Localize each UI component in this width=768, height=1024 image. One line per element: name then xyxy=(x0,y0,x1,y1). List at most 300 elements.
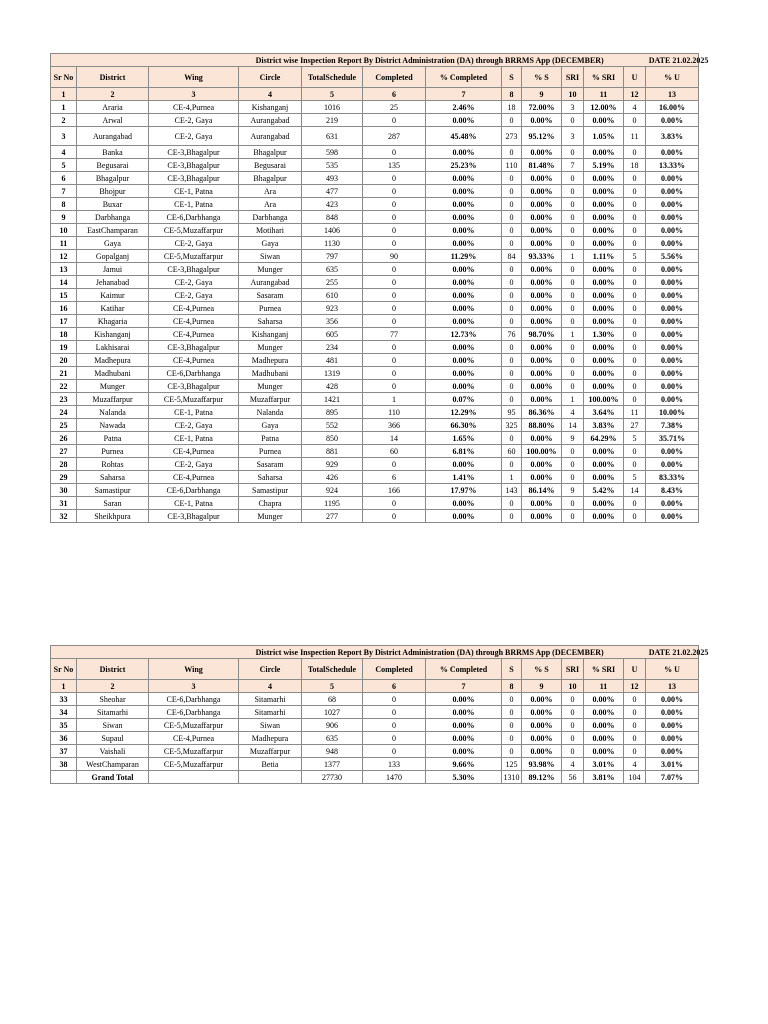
table-cell: 948 xyxy=(302,745,363,758)
grand-total-cell xyxy=(51,771,77,784)
table-cell: Patna xyxy=(77,432,149,445)
table-cell: Banka xyxy=(77,146,149,159)
table-cell: 21 xyxy=(51,367,77,380)
table-cell: 0.00% xyxy=(522,458,562,471)
table-cell: 0.07% xyxy=(426,393,502,406)
table-cell: Kishanganj xyxy=(239,328,302,341)
table-cell: 0 xyxy=(624,341,646,354)
column-header: Circle xyxy=(239,659,302,680)
table-cell: CE-3,Bhagalpur xyxy=(149,146,239,159)
table-cell: 0 xyxy=(624,497,646,510)
table-cell: Sasaram xyxy=(239,289,302,302)
report-title: District wise Inspection Report By District Administration (DA) through BRRMS App (DECEMBER) xyxy=(255,55,604,65)
table-cell: 0.00% xyxy=(426,289,502,302)
table-cell: 0.00% xyxy=(646,302,699,315)
table-cell: Madhepura xyxy=(239,354,302,367)
table-cell: 0 xyxy=(502,114,522,127)
column-number: 11 xyxy=(584,680,624,693)
table-cell: CE-3,Bhagalpur xyxy=(149,172,239,185)
table-cell: Patna xyxy=(239,432,302,445)
table-cell: 100.00% xyxy=(522,445,562,458)
table-cell: CE-2, Gaya xyxy=(149,127,239,146)
table-cell: 273 xyxy=(502,127,522,146)
table-cell: CE-5,Muzaffarpur xyxy=(149,758,239,771)
table-cell: Saharsa xyxy=(239,315,302,328)
table-cell: CE-1, Patna xyxy=(149,497,239,510)
table-cell: 13 xyxy=(51,263,77,276)
table-cell: 0 xyxy=(562,114,584,127)
table-cell: 100.00% xyxy=(584,393,624,406)
table-cell: Nawada xyxy=(77,419,149,432)
report-date: DATE 21.02.2025 xyxy=(648,647,709,657)
table-cell: 36 xyxy=(51,732,77,745)
table-cell: CE-2, Gaya xyxy=(149,237,239,250)
table-cell: 277 xyxy=(302,510,363,523)
table-cell: Madhepura xyxy=(77,354,149,367)
table-cell: 0 xyxy=(502,380,522,393)
table-cell: 0.00% xyxy=(426,497,502,510)
table-row xyxy=(51,250,699,263)
table-row xyxy=(51,471,699,484)
table-row xyxy=(51,198,699,211)
table-cell: 1 xyxy=(562,328,584,341)
table-cell: 14 xyxy=(363,432,426,445)
table-cell: 0 xyxy=(562,263,584,276)
table-cell: 1016 xyxy=(302,101,363,114)
table-cell: 125 xyxy=(502,758,522,771)
table-cell: 0 xyxy=(624,263,646,276)
table-cell: 0.00% xyxy=(522,302,562,315)
table-cell: Begusarai xyxy=(239,159,302,172)
column-number: 12 xyxy=(624,88,646,101)
table-cell: 0.00% xyxy=(584,367,624,380)
table-cell: 0.00% xyxy=(522,745,562,758)
table-cell: 255 xyxy=(302,276,363,289)
table-cell: 12.00% xyxy=(584,101,624,114)
table-cell: CE-4,Purnea xyxy=(149,471,239,484)
table-cell: 428 xyxy=(302,380,363,393)
table-row xyxy=(51,289,699,302)
table-cell: 2.46% xyxy=(426,101,502,114)
table-cell: 0.00% xyxy=(426,302,502,315)
table-cell: 0.00% xyxy=(426,114,502,127)
table-cell: CE-1, Patna xyxy=(149,198,239,211)
table-cell: 0.00% xyxy=(584,224,624,237)
table-cell: 0.00% xyxy=(522,497,562,510)
table-cell: 0 xyxy=(502,354,522,367)
table-cell: CE-4,Purnea xyxy=(149,101,239,114)
table-cell: 6 xyxy=(51,172,77,185)
table-cell: 0 xyxy=(624,211,646,224)
table-cell: 325 xyxy=(502,419,522,432)
table-cell: CE-6,Darbhanga xyxy=(149,367,239,380)
table-cell: Aurangabad xyxy=(239,276,302,289)
table-cell: 0 xyxy=(562,185,584,198)
table-cell: Begusarai xyxy=(77,159,149,172)
table-cell: 0.00% xyxy=(646,198,699,211)
table-row xyxy=(51,510,699,523)
table-row xyxy=(51,263,699,276)
table-cell: 0.00% xyxy=(522,185,562,198)
table-cell: 0.00% xyxy=(646,289,699,302)
table-cell: 22 xyxy=(51,380,77,393)
table-cell: Aurangabad xyxy=(239,127,302,146)
table-cell: 1.65% xyxy=(426,432,502,445)
table-cell: 0.00% xyxy=(646,393,699,406)
table-cell: 0 xyxy=(363,745,426,758)
column-header: TotalSchedule xyxy=(302,659,363,680)
table-cell: CE-4,Purnea xyxy=(149,445,239,458)
table-cell: Bhagalpur xyxy=(239,172,302,185)
table-cell: 1130 xyxy=(302,237,363,250)
table-cell: 20 xyxy=(51,354,77,367)
table-cell: 0.00% xyxy=(522,198,562,211)
table-cell: 0.00% xyxy=(522,732,562,745)
table-cell: 5 xyxy=(624,432,646,445)
table-cell: 14 xyxy=(562,419,584,432)
column-header-row xyxy=(51,67,699,88)
table-row xyxy=(51,302,699,315)
table-cell: 0.00% xyxy=(584,341,624,354)
grand-total-cell: Grand Total xyxy=(77,771,149,784)
table-cell: 0.00% xyxy=(522,315,562,328)
table-cell: Araria xyxy=(77,101,149,114)
table-cell: Ara xyxy=(239,198,302,211)
table-cell: 5.56% xyxy=(646,250,699,263)
table-cell: 33 xyxy=(51,693,77,706)
table-cell: 9 xyxy=(51,211,77,224)
table-cell: 1377 xyxy=(302,758,363,771)
table-cell: 0 xyxy=(624,185,646,198)
table-cell: 0.00% xyxy=(584,263,624,276)
table-cell: Munger xyxy=(77,380,149,393)
report-title-cell xyxy=(51,646,709,659)
column-header: % Completed xyxy=(426,67,502,88)
table-row xyxy=(51,484,699,497)
table-cell: 16 xyxy=(51,302,77,315)
table-cell: 0.00% xyxy=(646,172,699,185)
table-cell: 95 xyxy=(502,406,522,419)
table-cell: 0 xyxy=(624,380,646,393)
table-cell: 14 xyxy=(51,276,77,289)
table-cell: 797 xyxy=(302,250,363,263)
table-cell: 0 xyxy=(502,510,522,523)
table-cell: 605 xyxy=(302,328,363,341)
table-cell: 0.00% xyxy=(426,198,502,211)
table-cell: 0.00% xyxy=(522,380,562,393)
table-row xyxy=(51,146,699,159)
table-cell: 0 xyxy=(363,276,426,289)
table-row xyxy=(51,432,699,445)
table-row xyxy=(51,159,699,172)
table-row xyxy=(51,315,699,328)
column-number: 13 xyxy=(646,680,699,693)
table-row xyxy=(51,497,699,510)
table-cell: 0.00% xyxy=(426,458,502,471)
table-cell: 0.00% xyxy=(426,367,502,380)
table-cell: Muzaffarpur xyxy=(239,393,302,406)
column-number: 2 xyxy=(77,680,149,693)
table-cell: 0 xyxy=(502,224,522,237)
table-cell: 0.00% xyxy=(646,497,699,510)
table-cell: 0.00% xyxy=(584,315,624,328)
column-header: % SRI xyxy=(584,67,624,88)
table-cell: 30 xyxy=(51,484,77,497)
column-number: 8 xyxy=(502,88,522,101)
table-cell: Munger xyxy=(239,380,302,393)
table-cell: 0.00% xyxy=(584,172,624,185)
table-cell: CE-5,Muzaffarpur xyxy=(149,224,239,237)
column-number: 3 xyxy=(149,680,239,693)
table-cell: 0 xyxy=(624,237,646,250)
table-cell: 60 xyxy=(502,445,522,458)
column-number: 7 xyxy=(426,88,502,101)
table-cell: 64.29% xyxy=(584,432,624,445)
grand-total-cell: 3.81% xyxy=(584,771,624,784)
table-cell: Saharsa xyxy=(77,471,149,484)
table-cell: 0 xyxy=(562,367,584,380)
table-cell: Aurangabad xyxy=(77,127,149,146)
table-cell: CE-1, Patna xyxy=(149,432,239,445)
table-cell: 0 xyxy=(363,224,426,237)
table-cell: 95.12% xyxy=(522,127,562,146)
table-cell: Munger xyxy=(239,263,302,276)
table-cell: 0 xyxy=(562,380,584,393)
column-header: Wing xyxy=(149,659,239,680)
table-cell: 11 xyxy=(624,406,646,419)
table-cell: Munger xyxy=(239,510,302,523)
table-cell: 0 xyxy=(502,237,522,250)
table-cell: 0 xyxy=(624,276,646,289)
table-cell: Aurangabad xyxy=(239,114,302,127)
table-cell: 0.00% xyxy=(584,237,624,250)
table-cell: Gaya xyxy=(239,419,302,432)
column-header: U xyxy=(624,659,646,680)
table-cell: 0.00% xyxy=(646,185,699,198)
table-cell: 0 xyxy=(502,198,522,211)
table-cell: 8.43% xyxy=(646,484,699,497)
table-cell: 0 xyxy=(363,146,426,159)
table-cell: 77 xyxy=(363,328,426,341)
table-cell: 4 xyxy=(562,758,584,771)
table-cell: 0 xyxy=(363,211,426,224)
column-header: % SRI xyxy=(584,659,624,680)
table-cell: 0 xyxy=(624,114,646,127)
table-cell: 98.70% xyxy=(522,328,562,341)
table-cell: 5 xyxy=(624,471,646,484)
table-cell: Samastipur xyxy=(77,484,149,497)
table-cell: 24 xyxy=(51,406,77,419)
table-cell: 18 xyxy=(624,159,646,172)
column-number: 1 xyxy=(51,680,77,693)
table-cell: CE-3,Bhagalpur xyxy=(149,263,239,276)
table-cell: 0 xyxy=(562,693,584,706)
table-cell: CE-2, Gaya xyxy=(149,458,239,471)
column-number: 4 xyxy=(239,88,302,101)
table-cell: 0 xyxy=(363,693,426,706)
table-cell: 6 xyxy=(363,471,426,484)
table-cell: 0.00% xyxy=(426,172,502,185)
grand-total-cell: 104 xyxy=(624,771,646,784)
table-cell: 26 xyxy=(51,432,77,445)
table-cell: 12 xyxy=(51,250,77,263)
table-cell: 0 xyxy=(562,471,584,484)
grand-total-cell: 1470 xyxy=(363,771,426,784)
table-row xyxy=(51,367,699,380)
table-cell: 2 xyxy=(51,114,77,127)
table-cell: 1027 xyxy=(302,706,363,719)
table-cell: 0 xyxy=(502,693,522,706)
table-cell: 0.00% xyxy=(426,380,502,393)
table-cell: 0 xyxy=(562,706,584,719)
table-cell: 0 xyxy=(624,706,646,719)
table-row xyxy=(51,380,699,393)
table-cell: 0.00% xyxy=(522,706,562,719)
table-cell: CE-2, Gaya xyxy=(149,289,239,302)
report-date: DATE 21.02.2025 xyxy=(648,55,709,65)
table-cell: 0.00% xyxy=(426,510,502,523)
table-cell: 0.00% xyxy=(584,114,624,127)
table-cell: Sitamarhi xyxy=(77,706,149,719)
table-cell: Siwan xyxy=(239,719,302,732)
column-header: % S xyxy=(522,659,562,680)
table-cell: 3.01% xyxy=(584,758,624,771)
column-header: Wing xyxy=(149,67,239,88)
table-cell: 0 xyxy=(502,172,522,185)
table-cell: 0.00% xyxy=(426,263,502,276)
table-cell: 0.00% xyxy=(646,146,699,159)
table-cell: CE-4,Purnea xyxy=(149,315,239,328)
table-cell: 68 xyxy=(302,693,363,706)
table-cell: 0.00% xyxy=(646,719,699,732)
column-header: Sr No xyxy=(51,67,77,88)
table-cell: 610 xyxy=(302,289,363,302)
table-cell: Nalanda xyxy=(77,406,149,419)
table-cell: 0 xyxy=(502,732,522,745)
table-cell: CE-4,Purnea xyxy=(149,354,239,367)
table-cell: 0.00% xyxy=(584,354,624,367)
table-cell: Nalanda xyxy=(239,406,302,419)
table-row xyxy=(51,445,699,458)
table-cell: 0.00% xyxy=(426,185,502,198)
table-cell: 0 xyxy=(562,745,584,758)
table-cell: 0 xyxy=(502,458,522,471)
table-cell: 110 xyxy=(502,159,522,172)
table-cell: 11 xyxy=(624,127,646,146)
table-cell: 0.00% xyxy=(584,497,624,510)
inspection-report-table-2 xyxy=(50,645,709,784)
table-cell: 366 xyxy=(363,419,426,432)
table-cell: 0 xyxy=(562,198,584,211)
table-cell: 0.00% xyxy=(522,289,562,302)
table-cell: 234 xyxy=(302,341,363,354)
table-cell: Bhagalpur xyxy=(77,172,149,185)
table-cell: 0 xyxy=(624,289,646,302)
table-cell: 3.83% xyxy=(584,419,624,432)
table-cell: 5 xyxy=(51,159,77,172)
grand-total-cell xyxy=(149,771,239,784)
table-cell: Katihar xyxy=(77,302,149,315)
table-cell: Sasaram xyxy=(239,458,302,471)
table-cell: Kaimur xyxy=(77,289,149,302)
table-cell: 0.00% xyxy=(522,471,562,484)
table-cell: 0.00% xyxy=(646,315,699,328)
table-cell: Rohtas xyxy=(77,458,149,471)
table-cell: 0.00% xyxy=(646,341,699,354)
table-cell: EastChamparan xyxy=(77,224,149,237)
table-cell: 0 xyxy=(363,380,426,393)
table-cell: 1.05% xyxy=(584,127,624,146)
table-cell: Munger xyxy=(239,341,302,354)
table-cell: 35.71% xyxy=(646,432,699,445)
table-cell: 0 xyxy=(502,497,522,510)
table-cell: 0.00% xyxy=(522,693,562,706)
table-cell: Chapra xyxy=(239,497,302,510)
table-cell: 929 xyxy=(302,458,363,471)
table-cell: 0 xyxy=(562,445,584,458)
table-cell: 0 xyxy=(624,302,646,315)
table-cell: 0.00% xyxy=(646,328,699,341)
table-cell: 0.00% xyxy=(646,224,699,237)
table-cell: 0 xyxy=(624,315,646,328)
table-cell: 3 xyxy=(51,127,77,146)
table-cell: 0.00% xyxy=(522,719,562,732)
table-cell: 0 xyxy=(562,172,584,185)
table-cell: 0 xyxy=(562,354,584,367)
table-cell: CE-6,Darbhanga xyxy=(149,484,239,497)
table-cell: 0.00% xyxy=(646,510,699,523)
table-cell: 0 xyxy=(624,172,646,185)
table-cell: 0.00% xyxy=(426,276,502,289)
column-number: 11 xyxy=(584,88,624,101)
column-number: 1 xyxy=(51,88,77,101)
table-cell: Purnea xyxy=(239,445,302,458)
table-row xyxy=(51,732,699,745)
table-cell: 0 xyxy=(502,315,522,328)
table-cell: 0.00% xyxy=(584,471,624,484)
table-cell: CE-1, Patna xyxy=(149,185,239,198)
table-cell: 23 xyxy=(51,393,77,406)
column-header: TotalSchedule xyxy=(302,67,363,88)
column-header: S xyxy=(502,659,522,680)
table-cell: 81.48% xyxy=(522,159,562,172)
table-cell: 0 xyxy=(562,341,584,354)
table-cell: Gopalganj xyxy=(77,250,149,263)
table-cell: Ara xyxy=(239,185,302,198)
table-cell: 1 xyxy=(502,471,522,484)
table-cell: 5 xyxy=(624,250,646,263)
column-number: 4 xyxy=(239,680,302,693)
table-cell: 0.00% xyxy=(522,263,562,276)
table-cell: 4 xyxy=(51,146,77,159)
table-cell: 9 xyxy=(562,484,584,497)
table-cell: Purnea xyxy=(77,445,149,458)
table-cell: 66.30% xyxy=(426,419,502,432)
table-cell: 9.66% xyxy=(426,758,502,771)
table-cell: 0 xyxy=(562,237,584,250)
table-row xyxy=(51,458,699,471)
column-header: SRI xyxy=(562,67,584,88)
table-cell: 0 xyxy=(624,719,646,732)
table-cell: 0.00% xyxy=(646,367,699,380)
table-cell: Bhagalpur xyxy=(239,146,302,159)
table-cell: CE-3,Bhagalpur xyxy=(149,510,239,523)
table-cell: Samastipur xyxy=(239,484,302,497)
table-cell: 7.38% xyxy=(646,419,699,432)
table-row xyxy=(51,237,699,250)
table-row xyxy=(51,406,699,419)
table-cell: 1 xyxy=(363,393,426,406)
